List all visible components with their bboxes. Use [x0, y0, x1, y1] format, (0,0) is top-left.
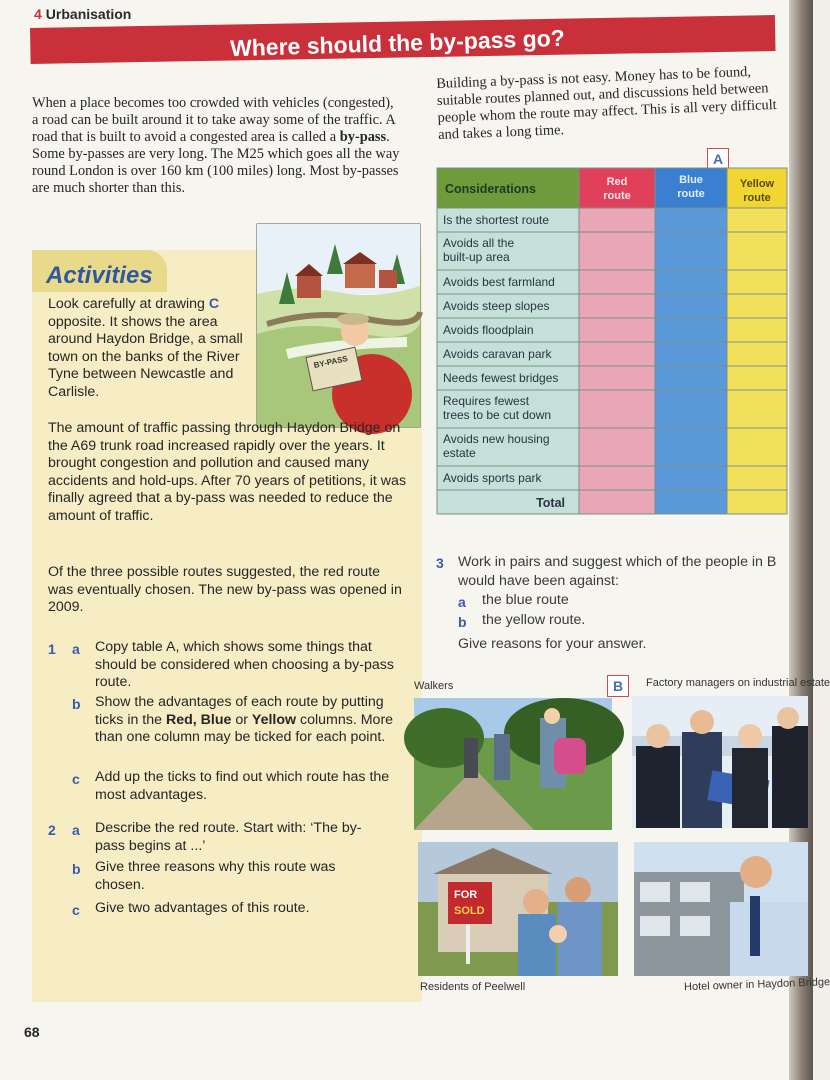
drawing-ref: C [208, 296, 220, 312]
table-total-yellow [727, 490, 787, 514]
header-considerations-text: Considerations [445, 182, 536, 196]
table-cell-yellow [727, 318, 787, 342]
table-cell-red [579, 208, 655, 232]
caption-residents: Residents of Peelwell [420, 981, 526, 993]
question-2b-letter: b [72, 861, 81, 877]
table-cell-blue [655, 466, 727, 490]
table-cell-red [579, 232, 655, 270]
activities-routes-paragraph: Of the three possible routes suggested, the red route was eventually chosen. The new by-pass was opened in 2009. [48, 564, 402, 615]
table-label: A [707, 148, 729, 170]
look-text-1: Look carefully at drawing [48, 296, 209, 312]
caption-walkers: Walkers [414, 680, 454, 692]
unit-label [34, 6, 131, 22]
table-cell-red [579, 294, 655, 318]
question-3b-letter: b [458, 614, 467, 630]
question-3b-text: the yellow route. [482, 612, 586, 628]
question-3-text: Work in pairs and suggest which of the people in B would have been against: [458, 554, 777, 589]
question-2b-text: Give three reasons why this route was chosen. [95, 859, 336, 893]
photo-walkers [414, 698, 612, 830]
question-1c-letter: c [72, 771, 80, 787]
table-row-label: Avoids all the built-up area [443, 236, 515, 264]
question-2a-letter: a [72, 822, 80, 838]
photo-hotel-owner [634, 842, 808, 976]
look-text-2: opposite. It shows the area around Haydon Bridge, a small town on the banks of the River Tyne between Newcastle and Carlisle. [48, 313, 243, 400]
table-header-red [579, 168, 655, 208]
unit-number: 4 [34, 6, 42, 22]
q1b-text-1: Show the advantages of each route by putting ticks in the [95, 694, 384, 728]
unit-name: Urbanisation [45, 6, 132, 22]
table-cell-red [579, 342, 655, 366]
question-1b-letter: b [72, 696, 81, 712]
intro-term: by-pass [339, 129, 387, 145]
photo-residents [418, 842, 618, 976]
table-cell-red [579, 466, 655, 490]
question-1b-text [95, 694, 400, 747]
photos-label: B [607, 675, 629, 697]
table-cell-yellow [727, 294, 787, 318]
table-row-label: Avoids floodplain [443, 323, 534, 337]
table-cell-yellow [727, 366, 787, 390]
caption-factory: Factory managers on industrial estate [646, 677, 830, 689]
header-yellow-text: Yellow route [739, 178, 775, 204]
question-3-reasons: Give reasons for your answer. [458, 636, 647, 652]
page-number: 68 [24, 1024, 40, 1040]
table-row-label: Avoids steep slopes [443, 299, 550, 313]
q1b-red: Red [165, 711, 193, 728]
q1b-blue: Blue [200, 711, 232, 728]
header-red-text: Red route [603, 176, 631, 202]
table-cell-blue [655, 366, 727, 390]
activities-traffic-paragraph: The amount of traffic passing through Haydon Bridge on the A69 trunk road increased rapidly over the years. It brought congestion and pollution and caused many accidents and hold-ups. After 70 years of petitions, it was finally agreed that a by-pass was needed to reduce the amount of traffic. [48, 420, 407, 524]
question-3a-letter: a [458, 594, 466, 610]
header-blue-text: Blue route [677, 174, 705, 200]
question-1a-letter: a [72, 641, 80, 657]
activities-look-paragraph [48, 296, 248, 401]
caption-hotel-owner: Hotel owner in Haydon Bridge [683, 976, 830, 994]
table-total-text: Total [536, 496, 565, 510]
sign-sold: SOLD [454, 905, 485, 917]
photo-factory-managers [632, 696, 808, 828]
table-cell-yellow [727, 466, 787, 490]
table-row-label: Needs fewest bridges [443, 371, 559, 385]
question-1a-text: Copy table A, which shows some things that should be considered when choosing a by-pass route. [95, 639, 394, 690]
considerations-table [437, 168, 787, 530]
table-cell-yellow [727, 390, 787, 428]
question-1-number: 1 [48, 641, 56, 657]
table-cell-blue [655, 294, 727, 318]
table-cell-blue [655, 318, 727, 342]
table-cell-blue [655, 390, 727, 428]
table-cell-red [579, 390, 655, 428]
table-cell-red [579, 366, 655, 390]
q1b-or: or [231, 711, 252, 728]
intro-paragraph [32, 95, 402, 197]
table-total-red [579, 490, 655, 514]
table-cell-blue [655, 270, 727, 294]
question-1c-text: Add up the ticks to find out which route has the most advantages. [95, 769, 390, 803]
q1b-yellow: Yellow [251, 711, 297, 728]
table-cell-blue [655, 428, 727, 466]
table-cell-red [579, 428, 655, 466]
considerations-table-graphic [437, 168, 787, 530]
table-cell-yellow [727, 208, 787, 232]
question-2-number: 2 [48, 822, 56, 838]
table-cell-yellow [727, 270, 787, 294]
cartoon-drawing [257, 224, 420, 427]
table-cell-yellow [727, 232, 787, 270]
right-intro-paragraph: Building a by-pass is not easy. Money has to be found, suitable routes planned out, and discussions held between people whom the route may affect. This is all very difficult and takes a long time. [436, 63, 777, 143]
q1b-comma: , [192, 711, 201, 728]
drawing-sign-text: BY-PASS [312, 354, 349, 371]
table-cell-blue [655, 208, 727, 232]
table-cell-red [579, 318, 655, 342]
table-cell-blue [655, 232, 727, 270]
question-3-number: 3 [436, 555, 444, 571]
question-2a-text: Describe the red route. Start with: ‘The by-pass begins at ...’ [95, 820, 362, 854]
page-title: Where should the by-pass go? [229, 24, 566, 62]
question-2c-text: Give two advantages of this route. [95, 900, 310, 916]
question-3a-text: the blue route [482, 592, 569, 608]
table-row-label: Avoids sports park [443, 471, 542, 485]
table-row-label: Is the shortest route [443, 213, 550, 227]
table-row-label: Avoids best farmland [443, 275, 555, 289]
table-total-blue [655, 490, 727, 514]
table-row-label: Avoids caravan park [443, 347, 552, 361]
table-cell-blue [655, 342, 727, 366]
sign-for: FOR [454, 889, 478, 901]
table-cell-yellow [727, 342, 787, 366]
activities-heading: Activities [46, 262, 153, 289]
intro-text-2: . Some by-passes are very long. The M25 which goes all the way round London is over 160 km (100 miles) long. Most by-passes are much shorter than this. [32, 129, 400, 196]
question-2c-letter: c [72, 902, 80, 918]
intro-text-1: When a place becomes too crowded with vehicles (congested), a road can be built around it to take away some of the traffic. A road that is built to avoid a congested area is called a [32, 95, 395, 145]
table-row-label: Requires fewest trees to be cut down [443, 394, 552, 422]
q1b-text-2: columns. More than one column may be ticked for each point. [95, 711, 394, 745]
table-row-label: Avoids new housing estate [443, 432, 550, 460]
table-cell-red [579, 270, 655, 294]
table-cell-yellow [727, 428, 787, 466]
